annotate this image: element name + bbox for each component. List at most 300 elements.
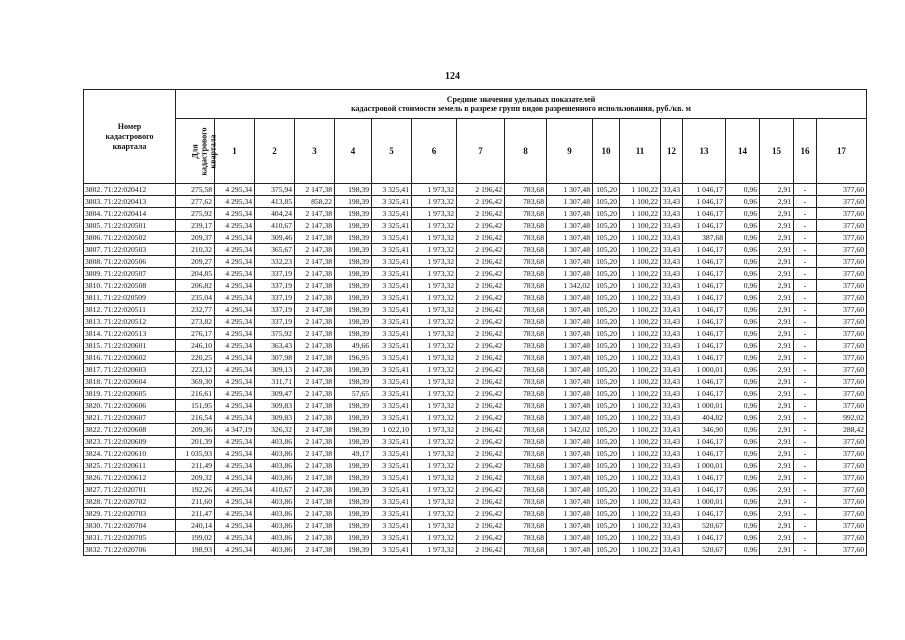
value-cell: 33,43 — [661, 544, 683, 556]
value-cell: 783,68 — [505, 316, 547, 328]
value-cell: 858,22 — [295, 196, 335, 208]
value-cell: - — [794, 532, 817, 544]
value-cell: 783,68 — [505, 388, 547, 400]
value-cell: 105,20 — [593, 376, 620, 388]
value-cell: 33,43 — [661, 400, 683, 412]
value-cell: 209,37 — [176, 232, 215, 244]
value-cell: 307,98 — [255, 352, 295, 364]
value-cell: 1 100,22 — [620, 544, 661, 556]
value-cell: - — [794, 388, 817, 400]
value-cell: 1 973,32 — [412, 184, 457, 196]
value-cell: 105,20 — [593, 292, 620, 304]
value-cell: 105,20 — [593, 520, 620, 532]
value-cell: 1 046,17 — [683, 508, 726, 520]
value-cell: 288,42 — [817, 424, 867, 436]
value-cell: 1 100,22 — [620, 436, 661, 448]
value-cell: 206,82 — [176, 280, 215, 292]
value-cell: 105,20 — [593, 220, 620, 232]
value-cell: 1 100,22 — [620, 352, 661, 364]
value-cell: 2 196,42 — [457, 508, 505, 520]
value-cell: 377,60 — [817, 496, 867, 508]
value-cell: 1 307,48 — [547, 208, 593, 220]
value-cell: 783,68 — [505, 496, 547, 508]
group-title-line2: кадастровой стоимости земель в разрезе групп видов разрешенного использования, руб./кв. м — [351, 104, 691, 113]
value-cell: 1 307,48 — [547, 340, 593, 352]
value-cell: 232,77 — [176, 304, 215, 316]
value-cell: 1 046,17 — [683, 184, 726, 196]
table-row — [84, 364, 867, 376]
value-cell: 0,96 — [726, 352, 760, 364]
value-cell: 198,39 — [335, 376, 372, 388]
value-cell: 2 147,38 — [295, 376, 335, 388]
table-row — [84, 316, 867, 328]
value-cell: 33,43 — [661, 520, 683, 532]
value-cell: 3 325,41 — [372, 316, 412, 328]
value-cell: 1 046,17 — [683, 256, 726, 268]
col-header: 8 — [505, 119, 547, 184]
value-cell: 377,60 — [817, 208, 867, 220]
value-cell: 1 973,32 — [412, 376, 457, 388]
value-cell: 105,20 — [593, 400, 620, 412]
quarter-number-cell: 3807. 71:22:020503 — [84, 244, 176, 256]
quarter-number-header: Номер кадастрового квартала — [84, 90, 176, 184]
value-cell: 2 196,42 — [457, 340, 505, 352]
value-cell: 377,60 — [817, 520, 867, 532]
value-cell: 2,91 — [760, 292, 794, 304]
value-cell: 1 307,48 — [547, 532, 593, 544]
value-cell: 33,43 — [661, 304, 683, 316]
value-cell: 2,91 — [760, 232, 794, 244]
quarter-number-cell: 3832. 71:22:020706 — [84, 544, 176, 556]
value-cell: 1 100,22 — [620, 424, 661, 436]
value-cell: 2 147,38 — [295, 364, 335, 376]
value-cell: 1 100,22 — [620, 256, 661, 268]
value-cell: 1 973,32 — [412, 292, 457, 304]
value-cell: 783,68 — [505, 352, 547, 364]
quarter-number-cell: 3816. 71:22:020602 — [84, 352, 176, 364]
value-cell: 204,85 — [176, 268, 215, 280]
value-cell: 4 295,34 — [215, 268, 255, 280]
value-cell: 2 147,38 — [295, 532, 335, 544]
value-cell: 105,20 — [593, 316, 620, 328]
value-cell: 1 100,22 — [620, 196, 661, 208]
table-row — [84, 436, 867, 448]
value-cell: 1 100,22 — [620, 484, 661, 496]
value-cell: 1 973,32 — [412, 340, 457, 352]
value-cell: 1 046,17 — [683, 220, 726, 232]
value-cell: 196,95 — [335, 352, 372, 364]
value-cell: 216,54 — [176, 412, 215, 424]
quarter-number-cell: 3825. 71:22:020611 — [84, 460, 176, 472]
value-cell: 1 307,48 — [547, 328, 593, 340]
value-cell: 4 295,34 — [215, 388, 255, 400]
value-cell: 198,39 — [335, 364, 372, 376]
value-cell: 1 973,32 — [412, 400, 457, 412]
value-cell: 2 196,42 — [457, 256, 505, 268]
value-cell: - — [794, 220, 817, 232]
cadastral-value-table — [83, 89, 867, 556]
value-cell: 403,86 — [255, 436, 295, 448]
value-cell: 3 325,41 — [372, 196, 412, 208]
value-cell: 2,91 — [760, 460, 794, 472]
value-cell: 377,60 — [817, 460, 867, 472]
table-row — [84, 412, 867, 424]
quarter-number-cell: 3804. 71:22:020414 — [84, 208, 176, 220]
value-cell: 3 325,41 — [372, 544, 412, 556]
col-header: 6 — [412, 119, 457, 184]
value-cell: 1 100,22 — [620, 364, 661, 376]
value-cell: 2,91 — [760, 220, 794, 232]
value-cell: 783,68 — [505, 184, 547, 196]
value-cell: 33,43 — [661, 352, 683, 364]
value-cell: 2,91 — [760, 328, 794, 340]
value-cell: 3 325,41 — [372, 220, 412, 232]
value-cell: 410,67 — [255, 220, 295, 232]
table-row — [84, 268, 867, 280]
value-cell: 33,43 — [661, 268, 683, 280]
value-cell: 1 100,22 — [620, 292, 661, 304]
quarter-number-cell: 3831. 71:22:020705 — [84, 532, 176, 544]
col-header: 11 — [620, 119, 661, 184]
value-cell: 211,47 — [176, 508, 215, 520]
value-cell: 2 196,42 — [457, 520, 505, 532]
value-cell: - — [794, 208, 817, 220]
value-cell: 1 000,01 — [683, 400, 726, 412]
value-cell: 377,60 — [817, 364, 867, 376]
value-cell: 377,60 — [817, 268, 867, 280]
value-cell: 1 100,22 — [620, 268, 661, 280]
value-cell: 783,68 — [505, 256, 547, 268]
value-cell: 277,62 — [176, 196, 215, 208]
value-cell: 377,60 — [817, 400, 867, 412]
col-header: 1 — [215, 119, 255, 184]
value-cell: 2 147,38 — [295, 448, 335, 460]
value-cell: 209,36 — [176, 424, 215, 436]
value-cell: - — [794, 460, 817, 472]
table-row — [84, 244, 867, 256]
value-cell: 1 973,32 — [412, 316, 457, 328]
value-cell: 2 196,42 — [457, 436, 505, 448]
value-cell: 33,43 — [661, 448, 683, 460]
value-cell: 198,39 — [335, 316, 372, 328]
quarter-number-cell: 3805. 71:22:020501 — [84, 220, 176, 232]
quarter-number-cell: 3810. 71:22:020508 — [84, 280, 176, 292]
group-title-header — [176, 90, 867, 119]
value-cell: 2 147,38 — [295, 400, 335, 412]
value-cell: 2 147,38 — [295, 472, 335, 484]
table-body — [84, 184, 867, 556]
value-cell: 2,91 — [760, 544, 794, 556]
value-cell: 4 295,34 — [215, 328, 255, 340]
value-cell: 49,66 — [335, 340, 372, 352]
col-header: 7 — [457, 119, 505, 184]
value-cell: 1 100,22 — [620, 388, 661, 400]
value-cell: 783,68 — [505, 484, 547, 496]
value-cell: 105,20 — [593, 328, 620, 340]
value-cell: 1 307,48 — [547, 268, 593, 280]
quarter-number-cell: 3828. 71:22:020702 — [84, 496, 176, 508]
value-cell: 198,39 — [335, 400, 372, 412]
value-cell: 198,39 — [335, 220, 372, 232]
value-cell: 4 295,34 — [215, 292, 255, 304]
value-cell: 1 973,32 — [412, 244, 457, 256]
value-cell: - — [794, 244, 817, 256]
for-quarter-header: Для кадастрового квартала — [176, 119, 215, 184]
value-cell: 1 035,93 — [176, 448, 215, 460]
value-cell: 2 147,38 — [295, 316, 335, 328]
value-cell: 2,91 — [760, 340, 794, 352]
value-cell: 4 295,34 — [215, 352, 255, 364]
value-cell: - — [794, 400, 817, 412]
value-cell: 337,19 — [255, 316, 295, 328]
table-row — [84, 484, 867, 496]
value-cell: 2,91 — [760, 280, 794, 292]
value-cell: 2 196,42 — [457, 412, 505, 424]
value-cell: 4 295,34 — [215, 196, 255, 208]
value-cell: 783,68 — [505, 292, 547, 304]
col-header: 13 — [683, 119, 726, 184]
value-cell: 0,96 — [726, 196, 760, 208]
value-cell: 1 100,22 — [620, 460, 661, 472]
table-row — [84, 280, 867, 292]
value-cell: 1 100,22 — [620, 220, 661, 232]
value-cell: 337,19 — [255, 292, 295, 304]
value-cell: 783,68 — [505, 244, 547, 256]
value-cell: 1 100,22 — [620, 412, 661, 424]
value-cell: 1 046,17 — [683, 388, 726, 400]
value-cell: 1 307,48 — [547, 196, 593, 208]
value-cell: 1 973,32 — [412, 544, 457, 556]
value-cell: 105,20 — [593, 340, 620, 352]
table-row — [84, 352, 867, 364]
value-cell: 377,60 — [817, 220, 867, 232]
value-cell: 326,32 — [255, 424, 295, 436]
value-cell: 235,04 — [176, 292, 215, 304]
value-cell: 3 325,41 — [372, 532, 412, 544]
value-cell: - — [794, 448, 817, 460]
quarter-number-cell: 3823. 71:22:020609 — [84, 436, 176, 448]
value-cell: 0,96 — [726, 520, 760, 532]
value-cell: 375,92 — [255, 328, 295, 340]
value-cell: 1 046,17 — [683, 340, 726, 352]
value-cell: 3 325,41 — [372, 184, 412, 196]
value-cell: 375,94 — [255, 184, 295, 196]
value-cell: 198,39 — [335, 484, 372, 496]
value-cell: 3 325,41 — [372, 268, 412, 280]
value-cell: 4 295,34 — [215, 544, 255, 556]
value-cell: 33,43 — [661, 364, 683, 376]
value-cell: 2,91 — [760, 352, 794, 364]
value-cell: 198,39 — [335, 244, 372, 256]
value-cell: 3 325,41 — [372, 460, 412, 472]
value-cell: 413,85 — [255, 196, 295, 208]
value-cell: 0,96 — [726, 460, 760, 472]
value-cell: 2 196,42 — [457, 496, 505, 508]
value-cell: 403,86 — [255, 496, 295, 508]
value-cell: 33,43 — [661, 388, 683, 400]
value-cell: 1 973,32 — [412, 232, 457, 244]
quarter-number-cell: 3820. 71:22:020606 — [84, 400, 176, 412]
value-cell: 1 046,17 — [683, 280, 726, 292]
value-cell: - — [794, 328, 817, 340]
value-cell: 0,96 — [726, 208, 760, 220]
value-cell: 2 196,42 — [457, 196, 505, 208]
value-cell: 4 295,34 — [215, 400, 255, 412]
value-cell: 4 295,34 — [215, 484, 255, 496]
value-cell: 377,60 — [817, 292, 867, 304]
value-cell: 309,83 — [255, 400, 295, 412]
value-cell: 198,39 — [335, 532, 372, 544]
quarter-number-cell: 3814. 71:22:020513 — [84, 328, 176, 340]
value-cell: 4 295,34 — [215, 472, 255, 484]
value-cell: 4 295,34 — [215, 304, 255, 316]
value-cell: 2,91 — [760, 400, 794, 412]
value-cell: 201,39 — [176, 436, 215, 448]
value-cell: 105,20 — [593, 496, 620, 508]
value-cell: 2,91 — [760, 364, 794, 376]
value-cell: 1 046,17 — [683, 292, 726, 304]
col-header: 12 — [661, 119, 683, 184]
value-cell: 337,19 — [255, 280, 295, 292]
value-cell: 2 147,38 — [295, 496, 335, 508]
col-header: 10 — [593, 119, 620, 184]
value-cell: 377,60 — [817, 448, 867, 460]
value-cell: 1 100,22 — [620, 376, 661, 388]
value-cell: 783,68 — [505, 448, 547, 460]
value-cell: 0,96 — [726, 496, 760, 508]
value-cell: 209,32 — [176, 472, 215, 484]
page-number: 124 — [445, 71, 460, 82]
value-cell: - — [794, 520, 817, 532]
value-cell: 33,43 — [661, 532, 683, 544]
value-cell: - — [794, 496, 817, 508]
value-cell: 1 307,48 — [547, 544, 593, 556]
value-cell: 377,60 — [817, 316, 867, 328]
value-cell: 1 973,32 — [412, 436, 457, 448]
table-row — [84, 232, 867, 244]
value-cell: 403,86 — [255, 532, 295, 544]
value-cell: - — [794, 544, 817, 556]
table-row — [84, 400, 867, 412]
value-cell: 1 000,01 — [683, 364, 726, 376]
value-cell: 377,60 — [817, 328, 867, 340]
value-cell: 1 973,32 — [412, 472, 457, 484]
quarter-number-cell: 3815. 71:22:020601 — [84, 340, 176, 352]
value-cell: 377,60 — [817, 508, 867, 520]
value-cell: 2 196,42 — [457, 472, 505, 484]
value-cell: 1 307,48 — [547, 316, 593, 328]
col-header: 16 — [794, 119, 817, 184]
value-cell: 0,96 — [726, 400, 760, 412]
value-cell: 783,68 — [505, 196, 547, 208]
value-cell: 1 100,22 — [620, 184, 661, 196]
value-cell: 2 147,38 — [295, 184, 335, 196]
value-cell: 3 325,41 — [372, 496, 412, 508]
quarter-number-cell: 3824. 71:22:020610 — [84, 448, 176, 460]
value-cell: 211,60 — [176, 496, 215, 508]
value-cell: 1 046,17 — [683, 196, 726, 208]
col-header: 9 — [547, 119, 593, 184]
value-cell: 783,68 — [505, 544, 547, 556]
value-cell: 1 973,32 — [412, 412, 457, 424]
value-cell: - — [794, 412, 817, 424]
value-cell: 2 196,42 — [457, 352, 505, 364]
value-cell: 783,68 — [505, 208, 547, 220]
value-cell: 198,39 — [335, 472, 372, 484]
value-cell: 1 046,17 — [683, 208, 726, 220]
value-cell: 105,20 — [593, 388, 620, 400]
value-cell: 783,68 — [505, 304, 547, 316]
value-cell: 33,43 — [661, 196, 683, 208]
value-cell: 4 295,34 — [215, 436, 255, 448]
value-cell: 0,96 — [726, 412, 760, 424]
value-cell: 2 147,38 — [295, 340, 335, 352]
value-cell: 783,68 — [505, 424, 547, 436]
value-cell: 33,43 — [661, 184, 683, 196]
table-row — [84, 208, 867, 220]
quarter-number-cell: 3811. 71:22:020509 — [84, 292, 176, 304]
value-cell: 4 295,34 — [215, 208, 255, 220]
value-cell: 4 295,34 — [215, 232, 255, 244]
value-cell: 783,68 — [505, 412, 547, 424]
value-cell: 1 100,22 — [620, 508, 661, 520]
value-cell: 198,39 — [335, 256, 372, 268]
value-cell: 377,60 — [817, 352, 867, 364]
value-cell: 377,60 — [817, 244, 867, 256]
value-cell: 1 100,22 — [620, 340, 661, 352]
value-cell: 2,91 — [760, 256, 794, 268]
value-cell: 1 307,48 — [547, 304, 593, 316]
value-cell: 1 307,48 — [547, 292, 593, 304]
value-cell: 1 973,32 — [412, 280, 457, 292]
value-cell: 1 100,22 — [620, 232, 661, 244]
value-cell: 0,96 — [726, 376, 760, 388]
col-header: 5 — [372, 119, 412, 184]
value-cell: 1 100,22 — [620, 472, 661, 484]
value-cell: 2,91 — [760, 412, 794, 424]
value-cell: 2 196,42 — [457, 376, 505, 388]
value-cell: 783,68 — [505, 472, 547, 484]
value-cell: 2 196,42 — [457, 424, 505, 436]
value-cell: 192,26 — [176, 484, 215, 496]
value-cell: 0,96 — [726, 340, 760, 352]
value-cell: 198,39 — [335, 436, 372, 448]
value-cell: 1 307,48 — [547, 412, 593, 424]
value-cell: 198,39 — [335, 196, 372, 208]
value-cell: 309,46 — [255, 232, 295, 244]
value-cell: 783,68 — [505, 532, 547, 544]
value-cell: 1 046,17 — [683, 436, 726, 448]
value-cell: 105,20 — [593, 424, 620, 436]
value-cell: 1 307,48 — [547, 256, 593, 268]
value-cell: 377,60 — [817, 196, 867, 208]
value-cell: 2 196,42 — [457, 208, 505, 220]
value-cell: 1 100,22 — [620, 280, 661, 292]
value-cell: 0,96 — [726, 220, 760, 232]
value-cell: 403,86 — [255, 520, 295, 532]
value-cell: 1 973,32 — [412, 532, 457, 544]
value-cell: 0,96 — [726, 232, 760, 244]
value-cell: 2,91 — [760, 208, 794, 220]
value-cell: 377,60 — [817, 376, 867, 388]
value-cell: 198,39 — [335, 508, 372, 520]
value-cell: 0,96 — [726, 328, 760, 340]
value-cell: 377,60 — [817, 388, 867, 400]
table-row — [84, 520, 867, 532]
value-cell: 223,12 — [176, 364, 215, 376]
value-cell: 1 307,48 — [547, 364, 593, 376]
value-cell: 1 973,32 — [412, 448, 457, 460]
